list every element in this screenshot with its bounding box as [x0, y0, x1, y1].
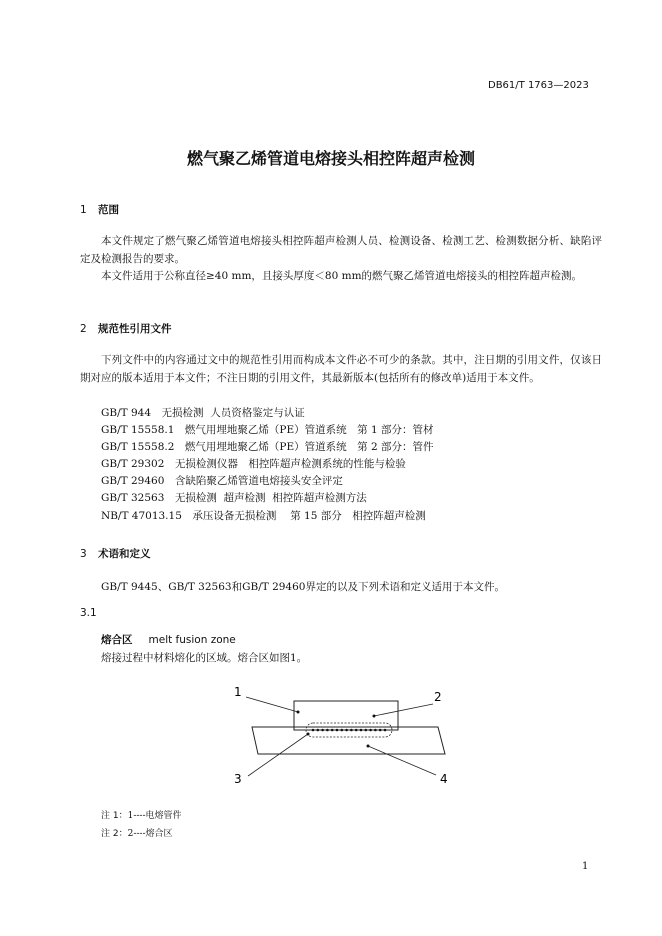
melt-fusion-zone-figure [226, 680, 466, 790]
term-entry [101, 632, 236, 647]
note-label: 注 2： [101, 829, 128, 839]
callout-label-4: 4 [440, 772, 448, 786]
note-label: 注 1： [101, 811, 128, 821]
section-heading-references [80, 321, 172, 336]
section-title: 术语和定义 [98, 548, 151, 560]
heating-wire-dot [317, 729, 320, 732]
heating-wire-dot [341, 729, 344, 732]
reference-item: GB/T 15558.1 燃气用埋地聚乙烯（PE）管道系统 第 1 部分：管材 [101, 424, 434, 436]
reference-item: GB/T 32563 无损检测 超声检测 相控阵超声检测方法 [101, 492, 367, 504]
heating-wire-dot [321, 729, 324, 732]
heating-wire-dot [312, 729, 315, 732]
document-number: DB61/T 1763—2023 [488, 80, 589, 91]
section-heading-terms [80, 546, 151, 561]
section-number: 2 [80, 323, 87, 335]
note-text: 2----熔合区 [127, 829, 173, 839]
heating-wire-dot [331, 729, 334, 732]
terms-intro: GB/T 9445、GB/T 32563和GB/T 29460界定的以及下列术语和定义适用于本文件。 [101, 581, 505, 593]
page-number: 1 [582, 861, 589, 872]
section-title: 规范性引用文件 [98, 323, 172, 335]
section-title: 范围 [98, 204, 119, 216]
callout-dot-3 [307, 733, 310, 736]
callout-dot-2 [373, 715, 376, 718]
term-english: melt fusion zone [148, 634, 236, 646]
callout-label-2: 2 [434, 690, 442, 704]
reference-item: GB/T 29460 含缺陷聚乙烯管道电熔接头安全评定 [101, 475, 343, 487]
term-number: 3.1 [80, 607, 97, 619]
fitting-rectangle [294, 701, 398, 730]
pipe-body [252, 727, 445, 754]
section-number: 1 [80, 204, 87, 216]
heating-wire-dot [345, 729, 348, 732]
heating-wire-dot [355, 729, 358, 732]
reference-item: NB/T 47013.15 承压设备无损检测 第 15 部分 相控阵超声检测 [101, 510, 426, 522]
heating-wire-dot [326, 729, 329, 732]
references-intro: 下列文件中的内容通过文中的规范性引用而构成本文件必不可少的条款。其中，注日期的引用文件，仅该日期对应的版本适用于本文件；不注日期的引用文件，其最新版本(包括所有的修改单)适用于本文件。 [80, 354, 602, 384]
reference-item: GB/T 15558.2 燃气用埋地聚乙烯（PE）管道系统 第 2 部分：管件 [101, 441, 434, 453]
heating-wire-dot [369, 729, 372, 732]
scope-paragraph-1: 本文件规定了燃气聚乙烯管道电熔接头相控阵超声检测人员、检测设备、检测工艺、检测数据分析、缺陷评定及检测报告的要求。 [80, 235, 602, 265]
heating-wire-dot [384, 729, 387, 732]
section-number: 3 [80, 548, 87, 560]
figure-note-1 [101, 808, 181, 821]
heating-wire-dot [379, 729, 382, 732]
callout-dot-1 [297, 711, 300, 714]
heating-wire-dot [365, 729, 368, 732]
heating-wire-dot [360, 729, 363, 732]
callout-dot-4 [367, 745, 370, 748]
callout-label-3: 3 [234, 772, 242, 786]
heating-wire-dot [336, 729, 339, 732]
reference-item: GB/T 944 无损检测 人员资格鉴定与认证 [101, 407, 305, 419]
figure-note-2 [101, 826, 172, 839]
section-heading-scope [80, 202, 119, 217]
heating-wire-dot [374, 729, 377, 732]
term-chinese: 熔合区 [101, 634, 133, 646]
callout-label-1: 1 [234, 685, 242, 699]
callout-leaders [246, 697, 436, 776]
term-definition: 熔接过程中材料熔化的区域。熔合区如图1。 [101, 652, 308, 664]
scope-paragraph-2: 本文件适用于公称直径≥40 mm，且接头厚度＜80 mm的燃气聚乙烯管道电熔接头的相控阵超声检测。 [101, 270, 583, 282]
heating-wire-dot [350, 729, 353, 732]
reference-item: GB/T 29302 无损检测仪器 相控阵超声检测系统的性能与检验 [101, 458, 406, 470]
page-title: 燃气聚乙烯管道电熔接头相控阵超声检测 [186, 149, 475, 168]
note-text: 1----电熔管件 [127, 811, 182, 821]
